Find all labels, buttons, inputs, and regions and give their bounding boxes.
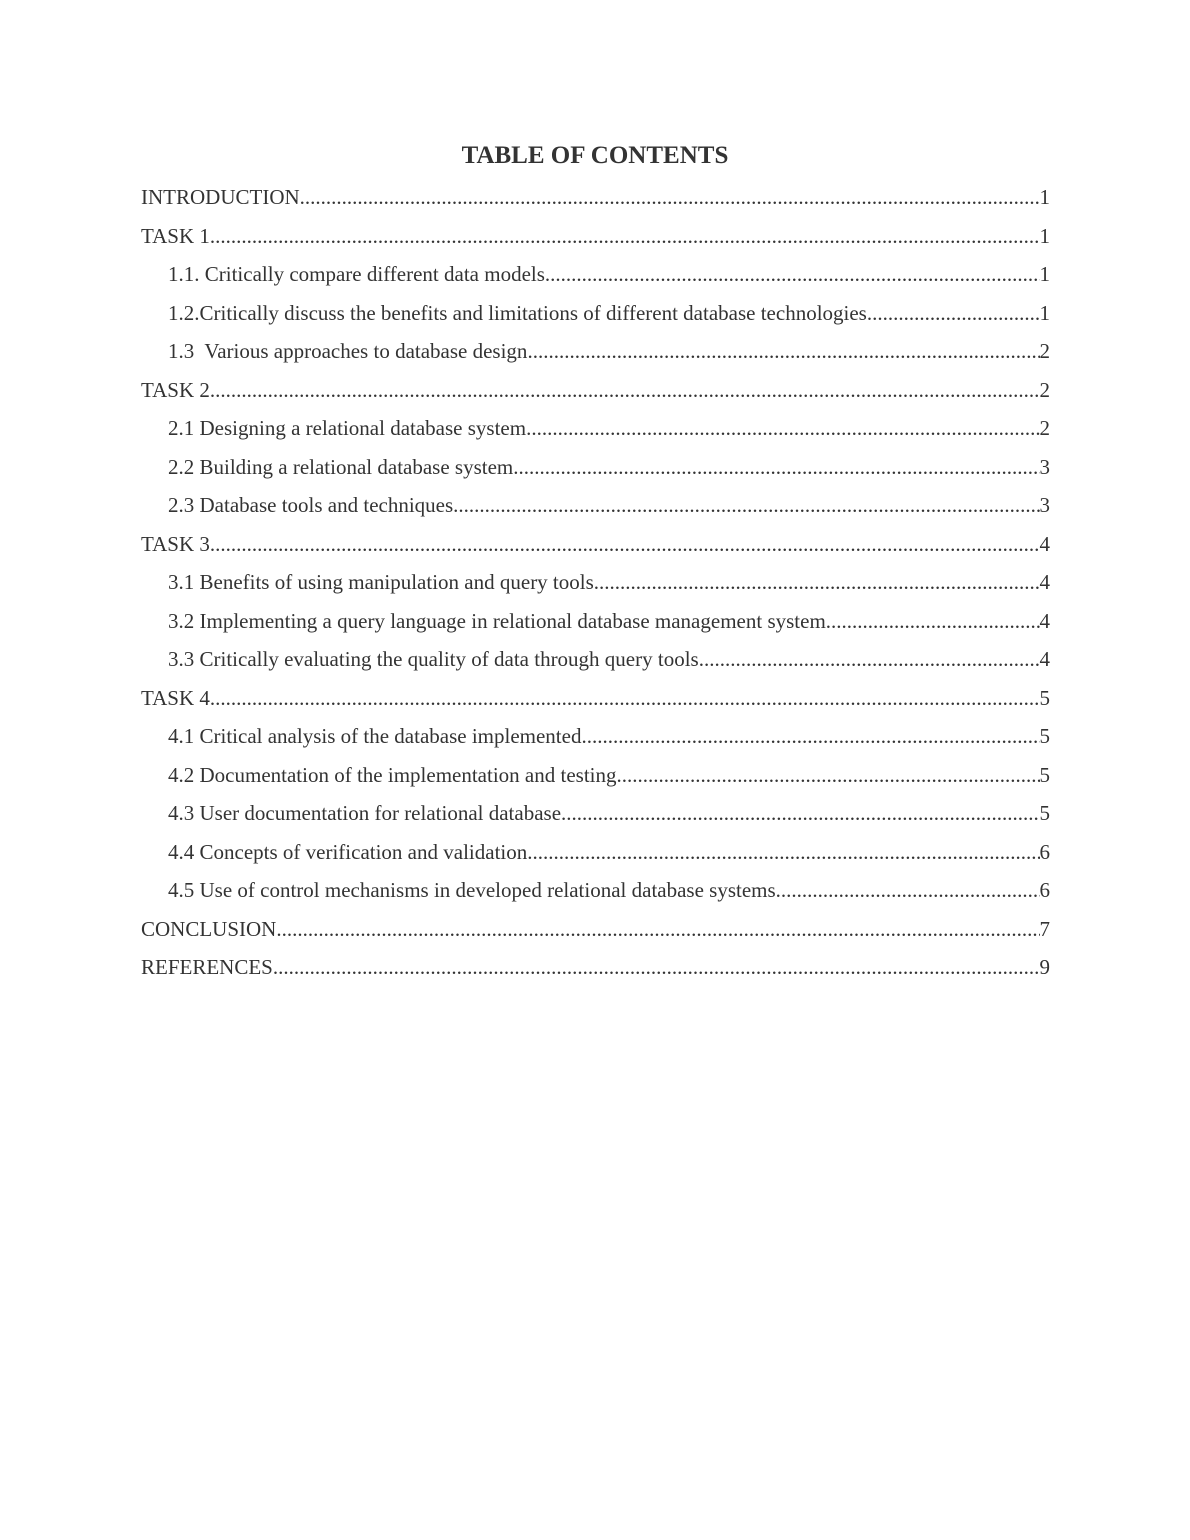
toc-page-number: 4 <box>1039 647 1050 671</box>
toc-entry-section[interactable] <box>141 178 1050 217</box>
toc-page-number: 4 <box>1039 570 1050 594</box>
toc-entry-section[interactable] <box>141 217 1050 256</box>
toc-entry-title: 1.3 Various approaches to database design <box>168 339 528 363</box>
toc-entry-title: 4.1 Critical analysis of the database implemented <box>168 724 582 748</box>
toc-entry-subsection[interactable] <box>141 602 1050 641</box>
toc-page-number: 1 <box>1039 185 1050 209</box>
toc-entry-title: 2.2 Building a relational database system <box>168 454 514 479</box>
toc-entry-title: REFERENCES <box>141 955 273 979</box>
toc-entry-subsection[interactable] <box>141 871 1050 910</box>
toc-page-number: 4 <box>1039 608 1050 633</box>
toc-entry-title: TASK 2 <box>141 377 210 402</box>
toc-entry-subsection[interactable] <box>141 332 1050 371</box>
toc-dot-leader <box>300 178 1040 217</box>
toc-dot-leader <box>527 332 1039 371</box>
toc-page-number: 5 <box>1039 724 1050 748</box>
toc-dot-leader <box>527 833 1039 872</box>
toc-page-number: 4 <box>1039 531 1050 556</box>
toc-dot-leader <box>617 756 1040 795</box>
toc-entry-section[interactable] <box>141 948 1050 987</box>
toc-dot-leader <box>210 679 1040 718</box>
toc-page-number: 6 <box>1039 878 1050 902</box>
toc-dot-leader <box>453 486 1039 525</box>
toc-page-number: 2 <box>1039 377 1050 402</box>
toc-dot-leader <box>526 409 1039 448</box>
toc-entry-title: 4.5 Use of control mechanisms in developed relational database systems <box>168 878 776 902</box>
toc-entry-subsection[interactable] <box>141 409 1050 448</box>
toc-entry-title: CONCLUSION <box>141 916 277 941</box>
toc-dot-leader <box>867 294 1040 333</box>
toc-entry-subsection[interactable] <box>141 294 1050 333</box>
toc-entry-title: 4.4 Concepts of verification and validation <box>168 839 528 864</box>
toc-page-number: 5 <box>1039 762 1050 787</box>
toc-entry-title: 3.2 Implementing a query language in relational database management system <box>168 608 826 633</box>
toc-dot-leader <box>513 448 1039 487</box>
toc-entry-subsection[interactable] <box>141 563 1050 602</box>
toc-page-number: 3 <box>1039 493 1050 517</box>
toc-dot-leader <box>581 717 1039 756</box>
toc-dot-leader <box>276 910 1039 949</box>
toc-entry-title: TASK 1 <box>141 223 210 248</box>
toc-entry-subsection[interactable] <box>141 486 1050 525</box>
toc-entry-subsection[interactable] <box>141 717 1050 756</box>
toc-entry-title: 1.2.Critically discuss the benefits and limitations of different database technologies <box>168 300 867 325</box>
toc-dot-leader <box>545 255 1040 294</box>
toc-list <box>141 178 1050 987</box>
toc-page-number: 1 <box>1039 223 1050 248</box>
toc-dot-leader <box>210 371 1040 410</box>
toc-dot-leader <box>826 602 1040 641</box>
toc-entry-title: 1.1. Critically compare different data models <box>168 262 545 286</box>
toc-dot-leader <box>594 563 1040 602</box>
toc-entry-section[interactable] <box>141 371 1050 410</box>
toc-page-number: 5 <box>1039 801 1050 825</box>
toc-entry-section[interactable] <box>141 679 1050 718</box>
toc-page-number: 6 <box>1039 839 1050 864</box>
toc-page-number: 1 <box>1039 262 1050 286</box>
toc-entry-subsection[interactable] <box>141 794 1050 833</box>
toc-entry-title: 4.3 User documentation for relational database <box>168 801 562 825</box>
toc-entry-subsection[interactable] <box>141 448 1050 487</box>
toc-entry-title: 3.1 Benefits of using manipulation and query tools <box>168 570 594 594</box>
toc-page-number: 7 <box>1039 916 1050 941</box>
toc-page-number: 2 <box>1039 416 1050 440</box>
toc-entry-title: TASK 3 <box>141 531 210 556</box>
toc-entry-subsection[interactable] <box>141 255 1050 294</box>
toc-page-number: 2 <box>1039 339 1050 363</box>
toc-entry-subsection[interactable] <box>141 833 1050 872</box>
toc-dot-leader <box>210 525 1040 564</box>
toc-dot-leader <box>273 948 1040 987</box>
toc-dot-leader <box>561 794 1039 833</box>
toc-entry-subsection[interactable] <box>141 640 1050 679</box>
toc-dot-leader <box>210 217 1040 256</box>
toc-entry-title: TASK 4 <box>141 685 210 710</box>
toc-entry-title: INTRODUCTION <box>141 185 300 209</box>
toc-page-number: 1 <box>1039 300 1050 325</box>
toc-page-number: 9 <box>1039 955 1050 979</box>
toc-entry-subsection[interactable] <box>141 756 1050 795</box>
toc-page-number: 3 <box>1039 454 1050 479</box>
toc-dot-leader <box>776 871 1040 910</box>
toc-dot-leader <box>699 640 1040 679</box>
toc-entry-title: 2.3 Database tools and techniques <box>168 493 454 517</box>
toc-entry-section[interactable] <box>141 525 1050 564</box>
toc-entry-title: 3.3 Critically evaluating the quality of data through query tools <box>168 647 699 671</box>
toc-entry-section[interactable] <box>141 910 1050 949</box>
toc-entry-title: 4.2 Documentation of the implementation and testing <box>168 762 617 787</box>
toc-title: TABLE OF CONTENTS <box>461 142 729 169</box>
toc-entry-title: 2.1 Designing a relational database system <box>168 416 527 440</box>
toc-page-number: 5 <box>1039 685 1050 710</box>
